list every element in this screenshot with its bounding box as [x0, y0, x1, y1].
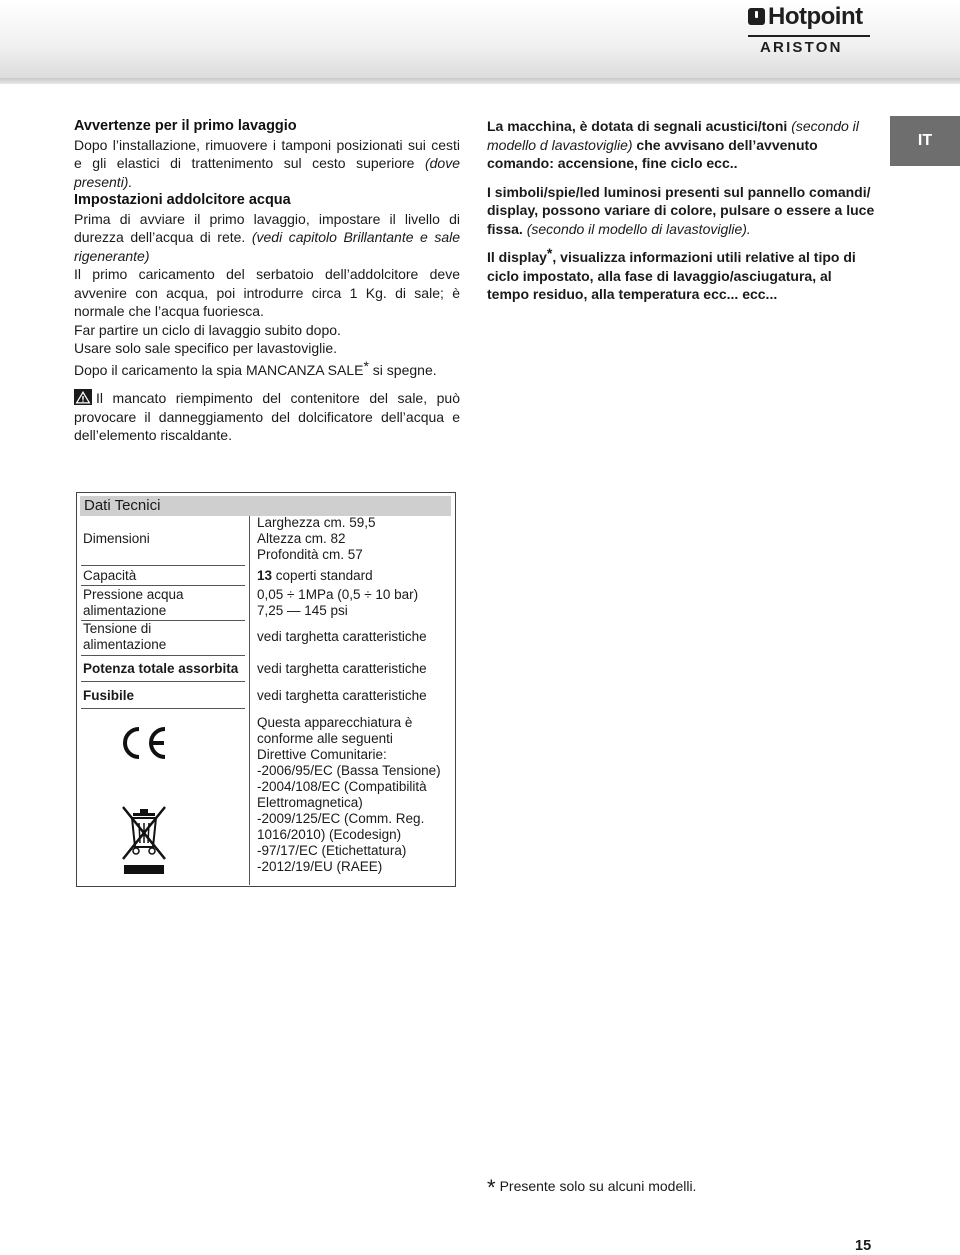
directive-line: -2009/125/EC (Comm. Reg.: [257, 811, 425, 826]
pressure-label-line-1: Pressione acqua: [83, 587, 184, 602]
dimension-depth: Profondità cm. 57: [257, 547, 363, 562]
softener-para-3: Far partire un ciclo di lavaggio subito dopo.: [74, 321, 341, 338]
softener-para-1: [74, 210, 460, 266]
display-para: [487, 245, 877, 304]
pressure-label-line-2: alimentazione: [83, 603, 167, 618]
footnote-asterisk: *: [487, 1175, 496, 1200]
brand-name-top: Hotpoint: [768, 3, 863, 30]
display-star: *: [546, 245, 553, 261]
directive-line: -2004/108/EC (Compatibilità: [257, 779, 427, 794]
signals-para-2-note: (secondo il modello di lavastoviglie).: [526, 220, 751, 237]
row-label-voltage: [83, 621, 245, 653]
language-tab: IT: [890, 116, 960, 166]
softener-para-5: [74, 357, 460, 380]
pressure-psi: 7,25 — 145 psi: [257, 603, 348, 618]
capacity-number: 13: [257, 568, 273, 583]
softener-title: Impostazioni addolcitore acqua: [74, 192, 291, 208]
softener-section: [74, 191, 460, 445]
dimension-width: Larghezza cm. 59,5: [257, 515, 376, 530]
display-para-a: Il display: [487, 249, 547, 265]
tech-data-table: [76, 492, 456, 887]
row-label-capacity: Capacità: [83, 568, 137, 583]
directive-line: -97/17/EC (Etichettatura): [257, 843, 407, 858]
signals-para-1-b: che avvisano dell’avvenuto comando: accensione, fine ciclo ecc..: [487, 136, 818, 171]
directive-line: -2012/19/EU (RAEE): [257, 859, 383, 874]
directive-line: Elettromagnetica): [257, 795, 363, 810]
row-divider: [81, 655, 245, 656]
signals-para-2-text: I simboli/spie/led luminosi presenti sul pannello comandi/ display, possono variare di colore, pulsare o essere a luce fissa.: [487, 183, 875, 237]
tech-data-title: Dati Tecnici: [80, 496, 451, 516]
directives-text: [257, 715, 453, 875]
ce-mark-icon: [117, 723, 169, 763]
page-number: 15: [855, 1238, 872, 1254]
first-wash-text: [74, 136, 460, 192]
row-divider: [81, 708, 245, 709]
row-value-fuse: vedi targhetta caratteristiche: [257, 688, 427, 703]
signals-para-2: [487, 183, 877, 239]
signals-para-1-a: La macchina, è dotata di segnali acustici/toni: [487, 118, 788, 134]
signals-para-1-note: (secondo il modello d lavastoviglie): [487, 118, 859, 153]
warning-icon: [74, 389, 92, 405]
row-label-pressure: [83, 587, 245, 619]
footnote-text: Presente solo su alcuni modelli.: [499, 1178, 697, 1194]
directive-line: conforme alle seguenti: [257, 731, 393, 746]
brand-mark-icon: [748, 8, 765, 25]
salt-warning: [74, 389, 460, 445]
row-value-dimensions: [257, 515, 453, 563]
row-value-voltage: vedi targhetta caratteristiche: [257, 629, 427, 644]
row-value-capacity: [257, 568, 453, 584]
capacity-unit: coperti standard: [275, 568, 373, 583]
directive-line: -2006/95/EC (Bassa Tensione): [257, 763, 441, 778]
signals-section: [487, 117, 877, 304]
footnote: [487, 1175, 696, 1201]
voltage-label-line-2: alimentazione: [83, 637, 167, 652]
brand-logo: [748, 4, 872, 56]
pressure-mpa: 0,05 ÷ 1MPa (0,5 ÷ 10 bar): [257, 587, 419, 602]
row-divider: [81, 565, 245, 566]
display-para-b: , visualizza informazioni utili relative al tipo di ciclo impostato, alla fase di lavaggio/asciugatura, al tempo residuo, alla temperatura ecc... ecc...: [487, 249, 856, 302]
row-label-fuse: Fusibile: [83, 688, 135, 703]
salt-light-text: Dopo il caricamento la spia MANCANZA SALE: [74, 361, 364, 378]
brand-name-bottom: ARISTON: [760, 39, 843, 56]
brand-rule: [748, 35, 870, 37]
directive-line: 1016/2010) (Ecodesign): [257, 827, 402, 842]
row-value-pressure: [257, 587, 453, 619]
signals-para-1: [487, 117, 877, 173]
softener-para-4: Usare solo sale specifico per lavastoviglie.: [74, 340, 338, 356]
header-divider: [0, 78, 960, 84]
first-wash-note: (dove presenti).: [74, 155, 460, 190]
footnote-star: *: [363, 357, 369, 374]
row-value-power: vedi targhetta caratteristiche: [257, 661, 427, 676]
row-divider: [81, 585, 245, 586]
row-label-power: Potenza totale assorbita: [83, 661, 239, 676]
voltage-label-line-1: Tensione di: [83, 621, 152, 636]
directive-line: Questa apparecchiatura è: [257, 715, 413, 730]
softener-para-1-text: Prima di avviare il primo lavaggio, impostare il livello di durezza dell’acqua di rete.: [74, 210, 460, 245]
row-divider: [81, 681, 245, 682]
salt-light-text-end: si spegne.: [372, 361, 437, 378]
directive-line: Direttive Comunitarie:: [257, 747, 387, 762]
weee-bin-icon: [119, 803, 169, 877]
first-wash-title: Avvertenze per il primo lavaggio: [74, 118, 297, 134]
first-wash-body: Dopo l’installazione, rimuovere i tamponi posizionati sui cesti e gli elastici di trattenimento sul cesto superiore: [74, 136, 460, 171]
dimension-height: Altezza cm. 82: [257, 531, 346, 546]
softener-para-2: Il primo caricamento del serbatoio dell’addolcitore deve avvenire con acqua, poi introdurre circa 1 Kg. di sale; è normale che l’acqua fuoriesca.: [74, 266, 460, 319]
salt-warning-text: Il mancato riempimento del contenitore del sale, può provocare il danneggiamento del dolcificatore dell’acqua e dell’elemento riscaldante.: [74, 390, 460, 443]
row-label-dimensions: Dimensioni: [83, 531, 150, 546]
first-wash-section: [74, 117, 460, 191]
table-column-divider: [249, 516, 250, 885]
softener-para-1-note: (vedi capitolo Brillantante e sale rigenerante): [74, 229, 460, 264]
